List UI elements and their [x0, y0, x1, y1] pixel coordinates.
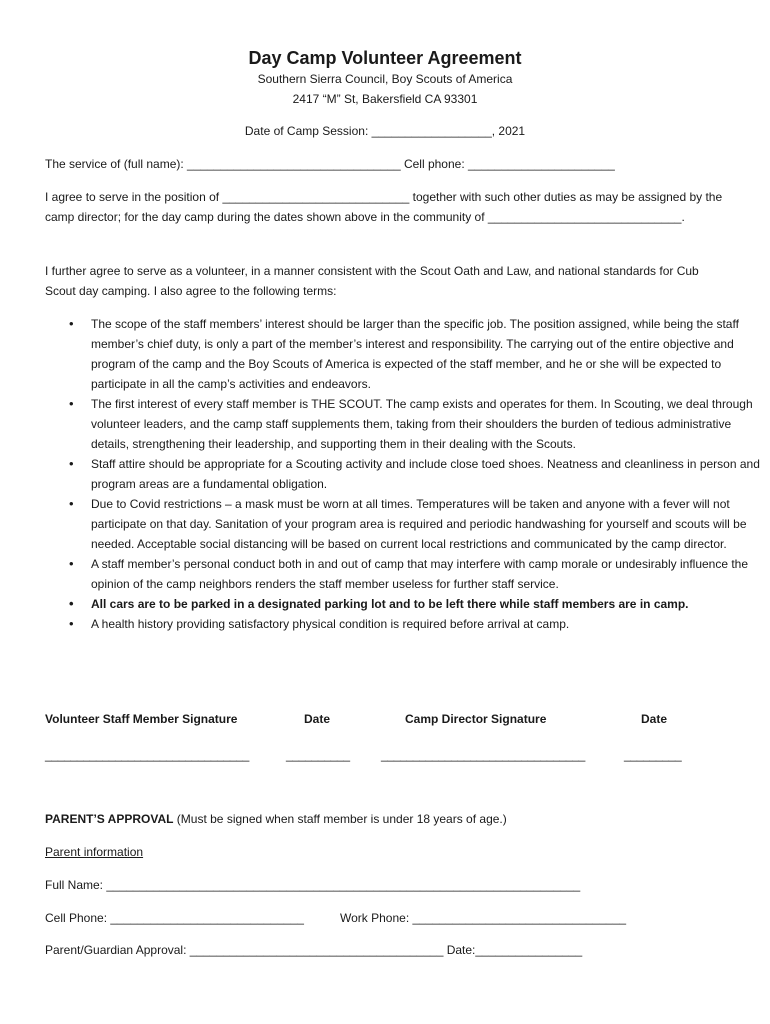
document-title: Day Camp Volunteer Agreement [248, 48, 522, 68]
parent-cell-phone-field[interactable]: Cell Phone: _____________________________ [45, 911, 304, 925]
terms-list [45, 314, 770, 634]
intro-paragraph: I further agree to serve as a volunteer, in a manner consistent with the Scout Oath and Law, and national standards for Cub Scout day camping. I also agree to the following terms: [45, 264, 699, 298]
volunteer-date-line[interactable]: __________ [286, 748, 350, 762]
director-signature-line[interactable]: ________________________________ [381, 748, 585, 762]
term-item: • The scope of the staff members’ interest should be larger than the specific job. The position assigned, while being the staff member’s chief duty, is only a part of the member’s interest and responsibility. The carrying out of the entire objective and program of the camp and the Boy Scouts of America is expected of the staff member, and he or she will be expected to participate in all the camp’s activities and endeavors. [91, 314, 770, 394]
director-signature-label: Camp Director Signature [405, 712, 547, 726]
term-item: • A staff member’s personal conduct both in and out of camp that may interfere with camp morale or undesirably influence the opinion of the camp neighbors renders the staff member useless for further staff service. [91, 554, 770, 594]
volunteer-signature-label: Volunteer Staff Member Signature [45, 712, 238, 726]
term-item: • A health history providing satisfactory physical condition is required before arrival at camp. [91, 614, 770, 634]
council-address: 2417 “M” St, Bakersfield CA 93301 [292, 92, 478, 106]
parent-approval-heading [45, 812, 507, 826]
parent-approval-label: PARENT’S APPROVAL [45, 812, 174, 826]
parent-work-phone-field[interactable]: Work Phone: ________________________________ [340, 911, 627, 925]
director-date-line[interactable]: _________ [624, 748, 682, 762]
volunteer-signature-line[interactable]: ________________________________ [45, 748, 249, 762]
council-name: Southern Sierra Council, Boy Scouts of America [257, 72, 513, 86]
service-name-phone-field[interactable]: The service of (full name): ________________________________ Cell phone: ______________________ [45, 157, 615, 171]
parent-approval-note: (Must be signed when staff member is under 18 years of age.) [173, 812, 507, 826]
parent-full-name-field[interactable]: Full Name: _______________________________________________________________________ [45, 878, 581, 892]
term-item: • Staff attire should be appropriate for a Scouting activity and include close toed shoes. Neatness and cleanliness in person and program areas are a fundamental obligation. [91, 454, 770, 494]
date-label: Date [304, 712, 331, 726]
guardian-approval-field[interactable]: Parent/Guardian Approval: ______________________________________ Date:________________ [45, 943, 583, 957]
position-paragraph[interactable]: I agree to serve in the position of ____________________________ together with such other duties as may be assigned by the camp director; for the day camp during the dates shown above in the community of _____________________________. [45, 190, 723, 224]
date-label: Date [641, 712, 668, 726]
term-item: • The first interest of every staff member is THE SCOUT. The camp exists and operates for them. In Scouting, we deal through volunteer leaders, and the camp staff supplements them, taking from their shoulders the burden of tedious administrative details, strengthening their leadership, and supporting them in their dealing with the Scouts. [91, 394, 770, 454]
session-date-field[interactable]: Date of Camp Session: __________________, 2021 [244, 124, 526, 138]
term-item-parking: • All cars are to be parked in a designated parking lot and to be left there while staff members are in camp. [91, 594, 770, 614]
parent-information-heading: Parent information [45, 845, 144, 859]
term-item: • Due to Covid restrictions – a mask must be worn at all times. Temperatures will be taken and anyone with a fever will not participate on that day. Sanitation of your program area is required and periodic handwashing for yourself and scouts will be needed. Acceptable social distancing will be based on current local restrictions and communicated by the camp director. [91, 494, 770, 554]
